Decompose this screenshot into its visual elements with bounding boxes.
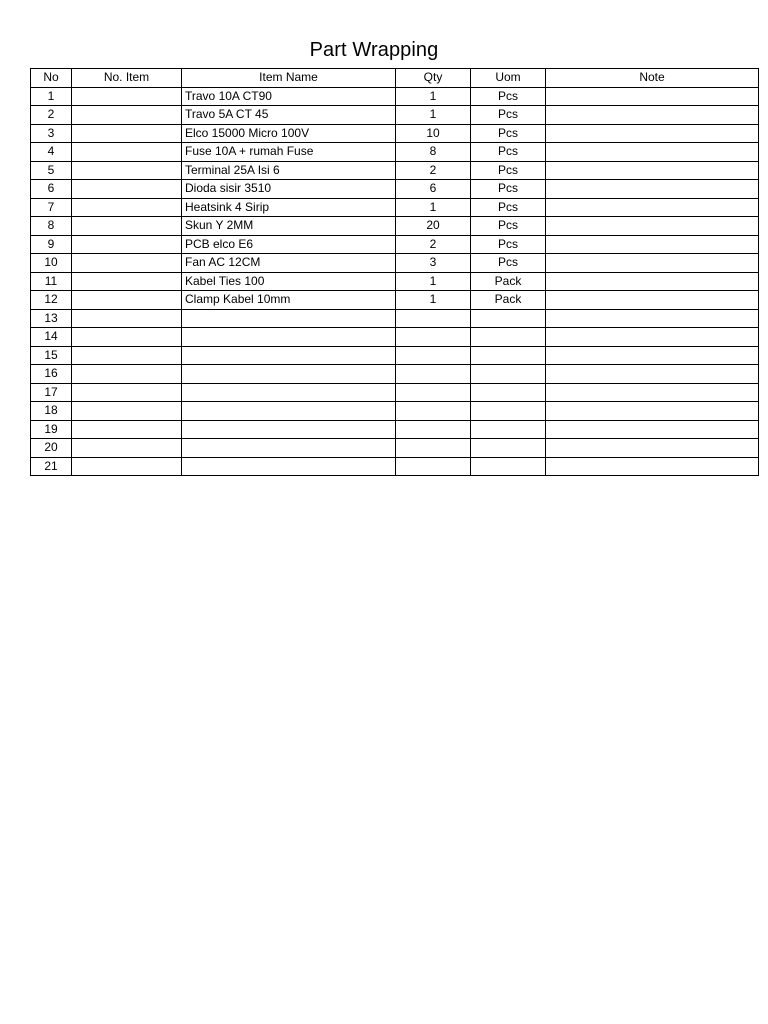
cell-uom: Pcs — [471, 235, 546, 254]
header-no: No — [31, 69, 72, 88]
cell-qty: 1 — [396, 198, 471, 217]
cell-item-no — [72, 124, 182, 143]
table-row — [31, 106, 759, 125]
cell-item-no — [72, 457, 182, 476]
table-body — [31, 87, 759, 476]
cell-note — [546, 235, 759, 254]
header-uom: Uom — [471, 69, 546, 88]
cell-no: 10 — [31, 254, 72, 273]
header-item-name: Item Name — [182, 69, 396, 88]
table-header-row — [31, 69, 759, 88]
header-item-no: No. Item — [72, 69, 182, 88]
cell-no: 12 — [31, 291, 72, 310]
table-row — [31, 87, 759, 106]
cell-note — [546, 106, 759, 125]
cell-uom: Pcs — [471, 124, 546, 143]
cell-no: 3 — [31, 124, 72, 143]
cell-note — [546, 457, 759, 476]
cell-no: 2 — [31, 106, 72, 125]
cell-no: 6 — [31, 180, 72, 199]
cell-item-no — [72, 309, 182, 328]
cell-qty — [396, 402, 471, 421]
cell-item-no — [72, 198, 182, 217]
cell-item-name: Elco 15000 Micro 100V — [182, 124, 396, 143]
table-row — [31, 402, 759, 421]
table-row — [31, 235, 759, 254]
cell-qty — [396, 439, 471, 458]
cell-item-name — [182, 365, 396, 384]
cell-qty — [396, 309, 471, 328]
cell-note — [546, 420, 759, 439]
cell-item-no — [72, 420, 182, 439]
cell-note — [546, 309, 759, 328]
cell-item-no — [72, 383, 182, 402]
cell-note — [546, 124, 759, 143]
cell-item-no — [72, 365, 182, 384]
cell-note — [546, 254, 759, 273]
cell-qty: 1 — [396, 272, 471, 291]
cell-note — [546, 272, 759, 291]
cell-qty — [396, 383, 471, 402]
table-row — [31, 383, 759, 402]
cell-item-name: Terminal 25A Isi 6 — [182, 161, 396, 180]
table-row — [31, 272, 759, 291]
cell-qty — [396, 457, 471, 476]
cell-item-no — [72, 328, 182, 347]
cell-uom — [471, 402, 546, 421]
cell-item-name: Skun Y 2MM — [182, 217, 396, 236]
cell-note — [546, 346, 759, 365]
cell-uom — [471, 309, 546, 328]
cell-item-no — [72, 106, 182, 125]
cell-qty: 2 — [396, 161, 471, 180]
table-row — [31, 143, 759, 162]
cell-uom: Pcs — [471, 217, 546, 236]
table-row — [31, 198, 759, 217]
cell-qty: 2 — [396, 235, 471, 254]
cell-uom — [471, 383, 546, 402]
cell-qty: 10 — [396, 124, 471, 143]
cell-uom — [471, 420, 546, 439]
cell-note — [546, 365, 759, 384]
table-row — [31, 309, 759, 328]
cell-item-no — [72, 346, 182, 365]
cell-uom: Pcs — [471, 254, 546, 273]
cell-qty — [396, 420, 471, 439]
cell-item-name: PCB elco E6 — [182, 235, 396, 254]
cell-item-name — [182, 439, 396, 458]
cell-no: 11 — [31, 272, 72, 291]
cell-uom: Pack — [471, 291, 546, 310]
cell-qty: 3 — [396, 254, 471, 273]
cell-note — [546, 161, 759, 180]
cell-qty — [396, 328, 471, 347]
cell-item-name — [182, 383, 396, 402]
cell-item-no — [72, 87, 182, 106]
cell-item-name — [182, 420, 396, 439]
table-row — [31, 365, 759, 384]
cell-no: 8 — [31, 217, 72, 236]
cell-no: 19 — [31, 420, 72, 439]
table-row — [31, 180, 759, 199]
cell-no: 20 — [31, 439, 72, 458]
cell-uom: Pcs — [471, 161, 546, 180]
table-row — [31, 217, 759, 236]
table-row — [31, 328, 759, 347]
cell-uom — [471, 328, 546, 347]
cell-no: 14 — [31, 328, 72, 347]
cell-item-name: Travo 5A CT 45 — [182, 106, 396, 125]
cell-item-name: Fan AC 12CM — [182, 254, 396, 273]
cell-item-no — [72, 161, 182, 180]
cell-item-no — [72, 235, 182, 254]
cell-qty: 6 — [396, 180, 471, 199]
cell-no: 16 — [31, 365, 72, 384]
table-row — [31, 457, 759, 476]
parts-table — [30, 68, 759, 476]
cell-uom — [471, 457, 546, 476]
cell-no: 9 — [31, 235, 72, 254]
cell-note — [546, 87, 759, 106]
cell-note — [546, 198, 759, 217]
cell-note — [546, 180, 759, 199]
cell-no: 1 — [31, 87, 72, 106]
cell-item-name: Clamp Kabel 10mm — [182, 291, 396, 310]
cell-item-name: Travo 10A CT90 — [182, 87, 396, 106]
cell-no: 17 — [31, 383, 72, 402]
cell-no: 7 — [31, 198, 72, 217]
cell-note — [546, 291, 759, 310]
cell-note — [546, 383, 759, 402]
cell-qty — [396, 346, 471, 365]
cell-no: 13 — [31, 309, 72, 328]
cell-qty: 1 — [396, 291, 471, 310]
cell-item-name — [182, 346, 396, 365]
cell-no: 5 — [31, 161, 72, 180]
cell-item-name — [182, 309, 396, 328]
cell-qty: 1 — [396, 106, 471, 125]
cell-no: 4 — [31, 143, 72, 162]
cell-item-name — [182, 402, 396, 421]
cell-item-no — [72, 272, 182, 291]
cell-uom — [471, 439, 546, 458]
cell-item-no — [72, 291, 182, 310]
table-row — [31, 346, 759, 365]
cell-note — [546, 328, 759, 347]
cell-item-name — [182, 457, 396, 476]
cell-item-no — [72, 402, 182, 421]
cell-item-no — [72, 217, 182, 236]
page-title: Part Wrapping — [309, 39, 439, 61]
table-row — [31, 124, 759, 143]
cell-item-no — [72, 254, 182, 273]
cell-uom: Pack — [471, 272, 546, 291]
cell-no: 21 — [31, 457, 72, 476]
cell-qty: 8 — [396, 143, 471, 162]
cell-qty: 1 — [396, 87, 471, 106]
cell-uom: Pcs — [471, 198, 546, 217]
cell-no: 15 — [31, 346, 72, 365]
cell-item-name: Dioda sisir 3510 — [182, 180, 396, 199]
cell-item-name: Kabel Ties 100 — [182, 272, 396, 291]
header-qty: Qty — [396, 69, 471, 88]
table-row — [31, 291, 759, 310]
cell-note — [546, 402, 759, 421]
cell-item-name: Heatsink 4 Sirip — [182, 198, 396, 217]
cell-item-no — [72, 143, 182, 162]
table-row — [31, 420, 759, 439]
cell-no: 18 — [31, 402, 72, 421]
cell-uom: Pcs — [471, 87, 546, 106]
cell-qty — [396, 365, 471, 384]
table-row — [31, 161, 759, 180]
cell-note — [546, 217, 759, 236]
cell-note — [546, 439, 759, 458]
cell-uom — [471, 346, 546, 365]
cell-item-no — [72, 180, 182, 199]
cell-item-name: Fuse 10A + rumah Fuse — [182, 143, 396, 162]
cell-uom — [471, 365, 546, 384]
cell-note — [546, 143, 759, 162]
cell-qty: 20 — [396, 217, 471, 236]
table-row — [31, 439, 759, 458]
table-row — [31, 254, 759, 273]
cell-uom: Pcs — [471, 106, 546, 125]
cell-item-name — [182, 328, 396, 347]
cell-item-no — [72, 439, 182, 458]
header-note: Note — [546, 69, 759, 88]
cell-uom: Pcs — [471, 143, 546, 162]
cell-uom: Pcs — [471, 180, 546, 199]
